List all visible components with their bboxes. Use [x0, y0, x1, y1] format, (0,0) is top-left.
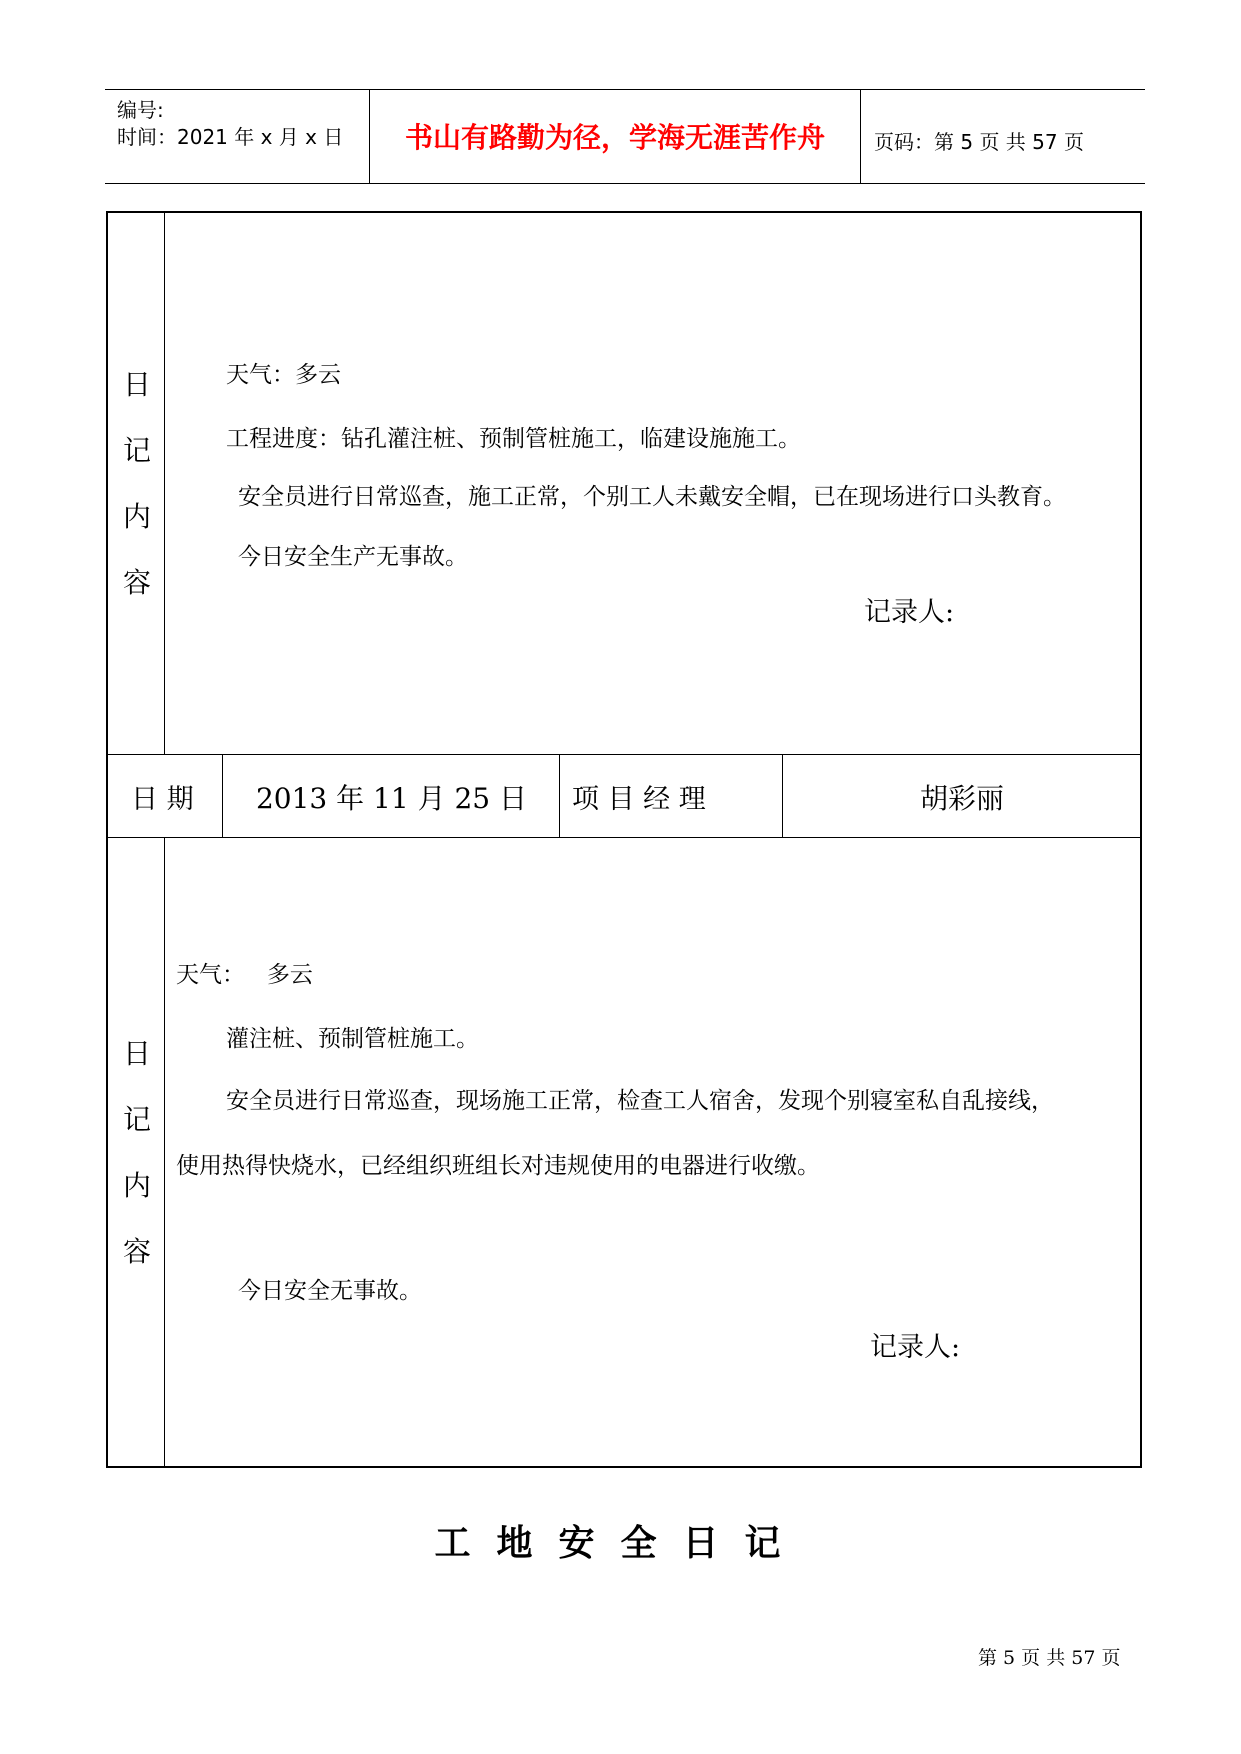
serial-label: 编号:: [117, 98, 164, 122]
entry2-side-char: 容: [122, 1235, 151, 1268]
page-code: 页码：第 5 页 共 57 页: [874, 130, 1084, 154]
date-row-divider-1: [222, 754, 223, 837]
entry2-inspection-line1: 安全员进行日常巡查，现场施工正常，检查工人宿舍，发现个别寝室私自乱接线，: [226, 1088, 1054, 1114]
header-top-rule: [105, 89, 1145, 90]
entry1-side-char: 内: [122, 500, 151, 533]
entry2-weather: 天气： 多云: [176, 962, 313, 988]
header-divider-right: [860, 89, 861, 183]
entry1-inspection: 安全员进行日常巡查，施工正常，个别工人未戴安全帽，已在现场进行口头教育。: [238, 484, 1066, 510]
entry2-side-char: 记: [122, 1103, 151, 1136]
entry1-side-label: [108, 352, 166, 616]
motto: 书山有路勤为径，学海无涯苦作舟: [404, 121, 825, 154]
page-footer: 第 5 页 共 57 页: [978, 1647, 1121, 1669]
time-label: 时间：2021 年 x 月 x 日: [117, 125, 344, 149]
manager-label: 项 目 经 理: [572, 784, 706, 815]
date-label: 日 期: [131, 784, 194, 815]
header-bottom-rule: [105, 183, 1145, 184]
entry2-side-char: 内: [122, 1169, 151, 1202]
entry1-progress: 工程进度：钻孔灌注桩、预制管桩施工，临建设施施工。: [226, 426, 801, 452]
date-value: 2013 年 11 月 25 日: [255, 782, 528, 815]
entry1-weather: 天气：多云: [226, 362, 341, 388]
entry2-side-char: 日: [122, 1037, 151, 1070]
entry1-side-char: 容: [122, 566, 151, 599]
entry1-safety: 今日安全生产无事故。: [238, 544, 468, 570]
date-row-bottom-rule: [108, 837, 1140, 838]
date-row-divider-3: [782, 754, 783, 837]
entry1-recorder: 记录人:: [864, 597, 955, 628]
manager-value: 胡彩丽: [919, 782, 1004, 815]
header-divider-left: [369, 89, 370, 183]
entry1-side-char: 日: [122, 368, 151, 401]
entry2-inspection-line2: 使用热得快烧水，已经组织班组长对违规使用的电器进行收缴。: [176, 1153, 820, 1179]
date-row-top-rule: [108, 754, 1140, 755]
next-section-title: 工地安全日记: [434, 1523, 807, 1564]
date-row-divider-2: [559, 754, 560, 837]
entry1-side-char: 记: [122, 434, 151, 467]
entry2-safety: 今日安全无事故。: [238, 1278, 422, 1304]
entry2-progress: 灌注桩、预制管桩施工。: [226, 1026, 479, 1052]
entry2-side-label: [108, 1021, 166, 1285]
entry2-recorder: 记录人:: [870, 1332, 961, 1363]
